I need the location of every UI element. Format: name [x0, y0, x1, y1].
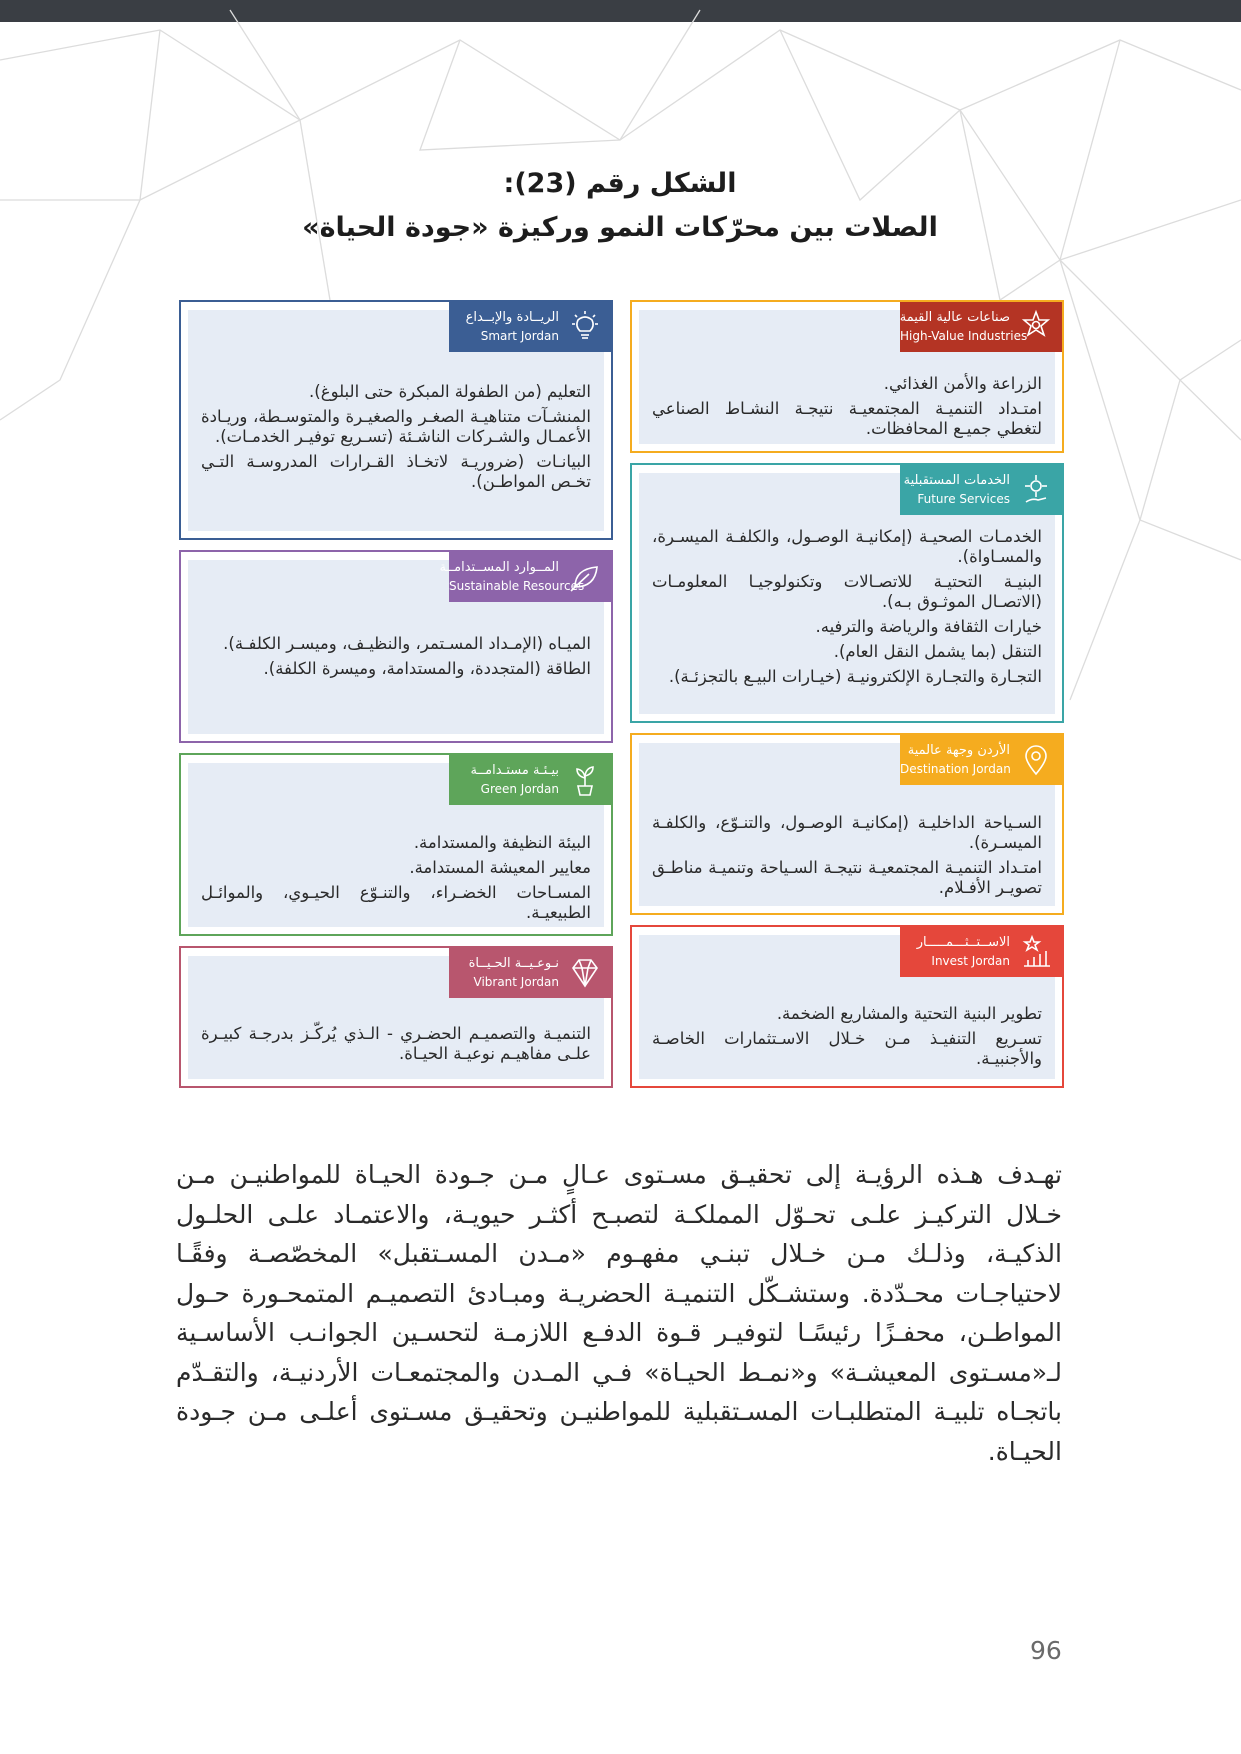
panel-title-en: High-Value Industries	[900, 329, 1028, 343]
lightbulb-icon	[567, 309, 603, 345]
panel-item: امتـداد التنميـة المجتمعيـة نتيجـة النشـاط الصناعي لتغطي جميـع المحافظات.	[652, 399, 1042, 438]
figure-title: الصلات بين محرّكات النمو وركيزة «جودة الحياة»	[302, 212, 938, 243]
panel-item: الميـاه (الإمـداد المسـتمر، والنظيـف، وميسـر الكلفـة).	[223, 634, 591, 653]
panel-title-en: Sustainable Resources	[449, 579, 585, 593]
panel-title-en: Invest Jordan	[931, 954, 1010, 968]
panel-title-en: Future Services	[917, 492, 1010, 506]
panel-item: التجـارة والتجـارة الإلكترونيـة (خيـارات البيـع بالتجزئـة).	[668, 667, 1042, 686]
growth-chart-icon	[1018, 934, 1054, 970]
panel-item: تطوير البنية التحتية والمشاريع الضخمة.	[776, 1004, 1042, 1023]
panel-invest-jordan	[630, 925, 1064, 1088]
panel-green-jordan	[179, 753, 613, 936]
panel-title-ar: الأردن وجهة عالمية	[907, 743, 1010, 758]
panel-item: التنميـة والتصميـم الحضـري - الـذي يُركّـز بدرجـة كبيـرة علـى مفاهيـم نوعيـة الحيـاة.	[201, 1024, 591, 1063]
panel-item: التنقل (بما يشمل النقل العام).	[833, 642, 1042, 661]
figure-number: الشكل رقم (23):	[503, 168, 737, 199]
panel-title-ar: المــوارد المســتدامــة	[439, 560, 559, 575]
panel-destination-jordan	[630, 733, 1064, 915]
page-number: 96	[1030, 1636, 1062, 1665]
panel-smart-jordan	[179, 300, 613, 540]
panel-item: امتـداد التنميـة المجتمعيـة نتيجـة السـياحة وتنميـة مناطـق تصويـر الأفـلام.	[652, 858, 1042, 897]
panel-item: البيئة النظيفة والمستدامة.	[413, 833, 591, 852]
panel-item: المسـاحات الخضـراء، والتنـوّع الحيـوي، والموائـل الطبيعيـة.	[201, 883, 591, 922]
panel-vibrant-jordan	[179, 946, 613, 1088]
panel-future-services	[630, 463, 1064, 723]
panel-title-en: Destination Jordan	[900, 762, 1011, 776]
panel-item: البيانـات (ضروريـة لاتخـاذ القـرارات المدروسـة التـي تخـص المواطـن).	[201, 452, 591, 491]
panel-title-en: Green Jordan	[480, 782, 559, 796]
panel-item: تسـريع التنفيـذ مـن خـلال الاسـتثمارات الخاصـة والأجنبيـة.	[652, 1029, 1042, 1068]
panel-sustainable-resources	[179, 550, 613, 743]
circuit-hand-icon	[1018, 472, 1054, 508]
panel-title-ar: الريــادة والإبــداع	[465, 310, 559, 325]
plant-pot-icon	[567, 762, 603, 798]
gear-star-icon	[1018, 309, 1054, 345]
panel-item: البنيـة التحتيـة للاتصـالات وتكنولوجيـا المعلومـات (الاتصـال الموثـوق بـه).	[652, 572, 1042, 611]
leaf-icon	[567, 559, 603, 595]
panel-title-ar: الخدمات المستقبلية	[903, 473, 1010, 488]
panel-item: المنشـآت متناهيـة الصغـر والصغيـرة والمتوسـطة، وريـادة الأعمـال والشـركات الناشـئة (تسـريع توفيـر الخدمـات).	[201, 407, 591, 446]
diamond-icon	[567, 955, 603, 991]
body-paragraph: تهـدف هـذه الرؤيـة إلى تحقيـق مسـتوى عـالٍ مـن جـودة الحيـاة للمواطنيـن مـن خـلال التركيـز علـى تحـوّل المملكـة لتصبـح أكثـر حيويـة، والاعتمـاد علـى الحلـول الذكيـة، وذلـك مـن خـلال تبنـي مفهـوم «مـدن المسـتقبل» المخصّصـة وفقًـا لاحتياجـات محـدّدة. وستشـكّل التنميـة الحضريـة ومبـادئ التصميـم المتمحـورة حـول المواطـن، محفـزًا رئيسًـا لتوفيـر قـوة الدفـع اللازمـة لتحسـين الجوانـب الأساسـية لـ«مسـتوى المعيشـة» و«نمـط الحيـاة» فـي المـدن والمجتمعـات الأردنيـة، والتقـدّم باتجـاه تلبيـة المتطلبـات المسـتقبلية للمواطنيـن وتحقيـق مسـتوى أعلـى مـن جـودة الحيـاة.	[176, 1160, 1062, 1466]
panel-title-ar: نـوعـيــة الحـيــاة	[468, 956, 559, 971]
panel-item: الزراعة والأمن الغذائي.	[883, 374, 1042, 393]
panel-title-en: Smart Jordan	[480, 329, 559, 343]
panel-item: التعليم (من الطفولة المبكرة حتى البلوغ).	[309, 382, 591, 401]
panel-item: السـياحة الداخليـة (إمكانيـة الوصـول، والتنـوّع، والكلفـة الميسـرة).	[652, 813, 1042, 852]
panel-item: معايير المعيشة المستدامة.	[409, 858, 591, 877]
panel-item: الخدمـات الصحيـة (إمكانيـة الوصـول، والكلفـة الميسـرة، والمسـاواة).	[652, 527, 1042, 566]
panel-title-ar: بيـئـة مستـدامــة	[470, 763, 559, 778]
location-pin-icon	[1018, 742, 1054, 778]
panel-title-en: Vibrant Jordan	[473, 975, 559, 989]
panel-item: الطاقة (المتجددة، والمستدامة، وميسرة الكلفة).	[263, 659, 591, 678]
panel-high-value-industries	[630, 300, 1064, 453]
panel-title-ar: الاســتــثـــمـــــار	[916, 935, 1010, 950]
panel-title-ar: صناعات عالية القيمة	[899, 310, 1010, 325]
panel-item: خيارات الثقافة والرياضة والترفيه.	[815, 617, 1042, 636]
